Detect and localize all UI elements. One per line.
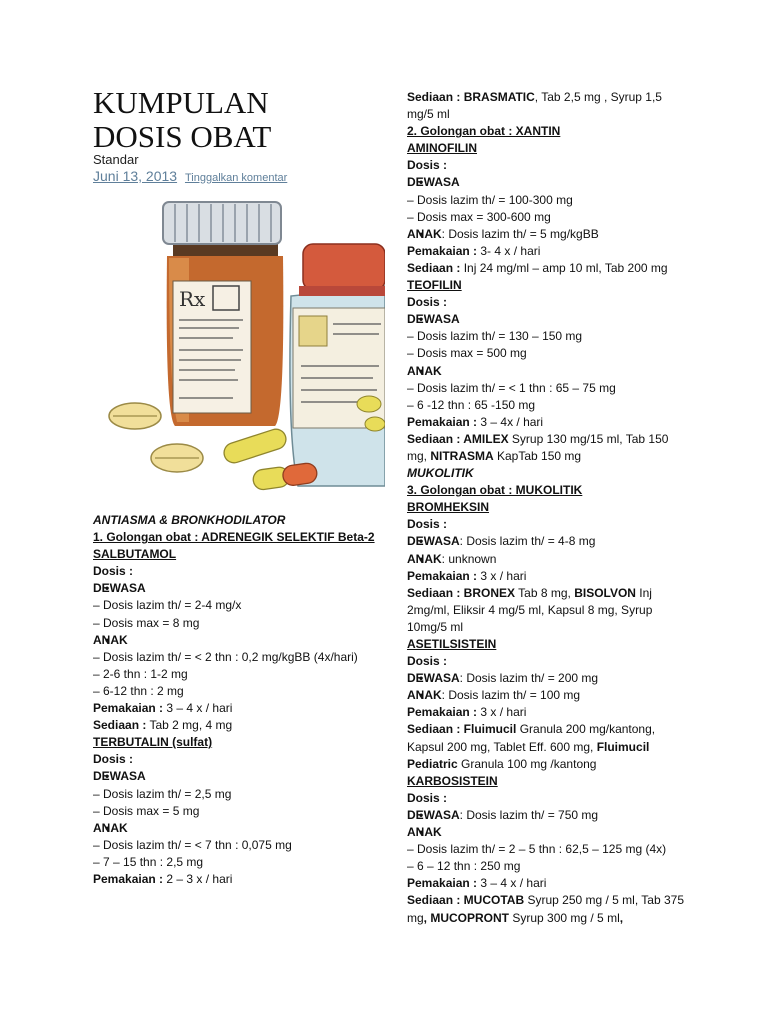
list-item [407, 807, 687, 824]
sediaan-line [93, 717, 383, 734]
pemakaian-label: Pemakaian : [407, 414, 478, 429]
dose-text: : Dosis lazim th/ = 200 mg [459, 671, 599, 686]
dosis-label: Dosis : [407, 158, 448, 173]
list-item: • ANAK [407, 824, 687, 841]
dose-line: – 6-12 thn : 2 mg [93, 683, 184, 698]
dose-line: – Dosis max = 300-600 mg [407, 209, 551, 224]
post-meta [93, 168, 287, 184]
post-category: Standar [93, 152, 139, 167]
sediaan-value: Syrup 130 mg/15 ml, Tab 150 mg, [407, 431, 669, 463]
dose-line: – 6 – 12 thn : 250 mg [407, 859, 521, 874]
list-item [407, 533, 687, 550]
sediaan-value: KapTab 150 mg [493, 448, 582, 463]
brand-name: NITRASMA [430, 448, 494, 463]
left-column [93, 512, 383, 888]
medicine-bottles-illustration [93, 186, 385, 510]
sediaan-line [407, 721, 687, 772]
usage-line [407, 875, 687, 892]
dosis-label: Dosis : [407, 654, 448, 669]
brand-name: BISOLVON [574, 585, 636, 600]
brand-name: Fluimucil Pediatric [407, 739, 650, 771]
pemakaian-value: 3 – 4 x / hari [477, 876, 547, 891]
drug-name: SALBUTAMOL [93, 547, 177, 562]
drug-name: KARBOSISTEIN [407, 773, 498, 788]
list-item [407, 687, 687, 704]
dosis-label: Dosis : [407, 790, 448, 805]
drug-name: TEOFILIN [407, 278, 462, 293]
usage-line [407, 704, 687, 721]
pemakaian-label: Pemakaian : [407, 876, 478, 891]
group-heading: 3. Golongan obat : MUKOLITIK [407, 483, 583, 498]
sediaan-value: Tab 2 mg, 4 mg [146, 718, 233, 733]
dose-text: : Dosis lazim th/ = 4-8 mg [459, 534, 596, 549]
dose-line: – 6 -12 thn : 65 -150 mg [407, 397, 536, 412]
pemakaian-label: Pemakaian : [93, 701, 164, 716]
pemakaian-label: Pemakaian : [407, 243, 478, 258]
dose-line: – Dosis lazim th/ = 2 – 5 thn : 62,5 – 125 mg (4x) [407, 842, 667, 857]
age-label: DEWASA [407, 671, 460, 686]
sediaan-label: Sediaan : Fluimucil [407, 722, 517, 737]
section-heading: MUKOLITIK [407, 466, 474, 481]
list-item: • ANAK [93, 632, 383, 649]
sediaan-label: Sediaan : [407, 90, 461, 104]
pemakaian-label: Pemakaian : [407, 705, 478, 720]
group-heading: 1. Golongan obat : ADRENEGIK SELEKTIF Beta-2 [93, 530, 375, 545]
right-column [407, 89, 687, 927]
sediaan-value: Inj 24 mg/ml – amp 10 ml, Tab 200 mg [460, 260, 668, 275]
usage-line [93, 700, 383, 717]
pemakaian-value: 3 x / hari [477, 705, 527, 720]
list-item: • DEWASA [93, 580, 383, 597]
sediaan-value: , Tab 2,5 mg , Syrup 1,5 mg/5 ml [407, 90, 662, 122]
sediaan-line [407, 89, 687, 123]
list-item [407, 226, 687, 243]
dose-line: – Dosis max = 500 mg [407, 346, 527, 361]
dose-line: – 7 – 15 thn : 2,5 mg [93, 854, 204, 869]
dosis-label: Dosis : [93, 564, 134, 579]
dose-line: – Dosis lazim th/ = < 2 thn : 0,2 mg/kgBB (4x/hari) [93, 649, 358, 664]
dose-line: – Dosis max = 8 mg [93, 615, 200, 630]
list-item: • ANAK [93, 820, 383, 837]
pemakaian-label: Pemakaian : [407, 568, 478, 583]
dose-line: – Dosis lazim th/ = 100-300 mg [407, 192, 573, 207]
dose-text: : unknown [441, 551, 497, 566]
section-heading: ANTIASMA & BRONKHODILATOR [93, 513, 286, 527]
post-date-link[interactable]: Juni 13, 2013 [93, 168, 178, 184]
pemakaian-value: 2 – 3 x / hari [163, 871, 233, 886]
sediaan-label: Sediaan : MUCOTAB [407, 893, 525, 908]
age-label: ANAK [407, 551, 442, 566]
dose-text: : Dosis lazim th/ = 750 mg [459, 807, 599, 822]
dose-text: : Dosis lazim th/ = 100 mg [441, 688, 581, 703]
dose-line: – Dosis lazim th/ = 2,5 mg [93, 786, 232, 801]
dose-text: : Dosis lazim th/ = 5 mg/kgBB [441, 226, 599, 241]
dose-line: – Dosis lazim th/ = 2-4 mg/x [93, 598, 242, 613]
sediaan-value: Syrup 300 mg / 5 ml [509, 910, 620, 925]
age-label: ANAK [407, 688, 442, 703]
sediaan-line [407, 585, 687, 636]
drug-name: BROMHEKSIN [407, 500, 490, 515]
age-label: ANAK [407, 226, 442, 241]
usage-line [93, 871, 383, 888]
sediaan-label: Sediaan : [407, 260, 461, 275]
sediaan-line [407, 260, 687, 277]
svg-text:Rx: Rx [179, 287, 206, 311]
drug-name: ASETILSISTEIN [407, 637, 497, 651]
pemakaian-label: Pemakaian : [93, 871, 164, 886]
usage-line [407, 414, 687, 431]
age-label: DEWASA [407, 534, 460, 549]
list-item: • DEWASA [93, 768, 383, 785]
list-item [407, 670, 687, 687]
dosis-label: Dosis : [407, 517, 448, 532]
list-item: • DEWASA [407, 311, 687, 328]
sediaan-line [407, 892, 687, 926]
sediaan-value: Granula 100 mg /kantong [457, 756, 597, 771]
pemakaian-value: 3 – 4x / hari [477, 414, 544, 429]
leave-comment-link[interactable]: Tinggalkan komentar [184, 172, 288, 184]
usage-line [407, 568, 687, 585]
title-line-2: DOSIS OBAT [93, 119, 272, 154]
page-title [93, 86, 383, 154]
title-line-1: KUMPULAN [93, 85, 269, 120]
sediaan-value: Tab 8 mg, [515, 585, 575, 600]
pemakaian-value: 3 x / hari [477, 568, 527, 583]
brand-name: BRASMATIC [460, 90, 535, 104]
pemakaian-value: 3 – 4 x / hari [163, 701, 233, 716]
dose-line: – Dosis lazim th/ = < 1 thn : 65 – 75 mg [407, 380, 616, 395]
usage-line [407, 243, 687, 260]
group-heading: 2. Golongan obat : XANTIN [407, 124, 561, 139]
age-label: DEWASA [407, 807, 460, 822]
drug-name: AMINOFILIN [407, 141, 477, 156]
dose-line: – Dosis max = 5 mg [93, 803, 200, 818]
sediaan-value: Syrup 250 mg / 5 ml, Tab 375 mg [407, 893, 684, 925]
sediaan-value: Inj 2mg/ml, Eliksir 4 mg/5 ml, Kapsul 8 mg, Syrup 10mg/5 ml [407, 585, 653, 634]
dosis-label: Dosis : [93, 752, 134, 767]
drug-name: TERBUTALIN (sulfat) [93, 735, 213, 750]
brand-name: , MUCOPRONT [423, 910, 510, 925]
sediaan-line [407, 431, 687, 465]
sediaan-end: , [619, 910, 624, 925]
pemakaian-value: 3- 4 x / hari [477, 243, 541, 258]
sediaan-value: Granula 200 mg/kantong, Kapsul 200 mg, Tablet Eff. 600 mg, [407, 722, 656, 754]
list-item [407, 551, 687, 568]
list-item: • DEWASA [407, 174, 687, 191]
dose-line: – Dosis lazim th/ = < 7 thn : 0,075 mg [93, 837, 292, 852]
dosis-label: Dosis : [407, 295, 448, 310]
dose-line: – 2-6 thn : 1-2 mg [93, 666, 188, 681]
list-item: • ANAK [407, 363, 687, 380]
dose-line: – Dosis lazim th/ = 130 – 150 mg [407, 329, 583, 344]
sediaan-label: Sediaan : BRONEX [407, 585, 516, 600]
sediaan-label: Sediaan : [93, 718, 147, 733]
sediaan-label: Sediaan : AMILEX [407, 431, 509, 446]
